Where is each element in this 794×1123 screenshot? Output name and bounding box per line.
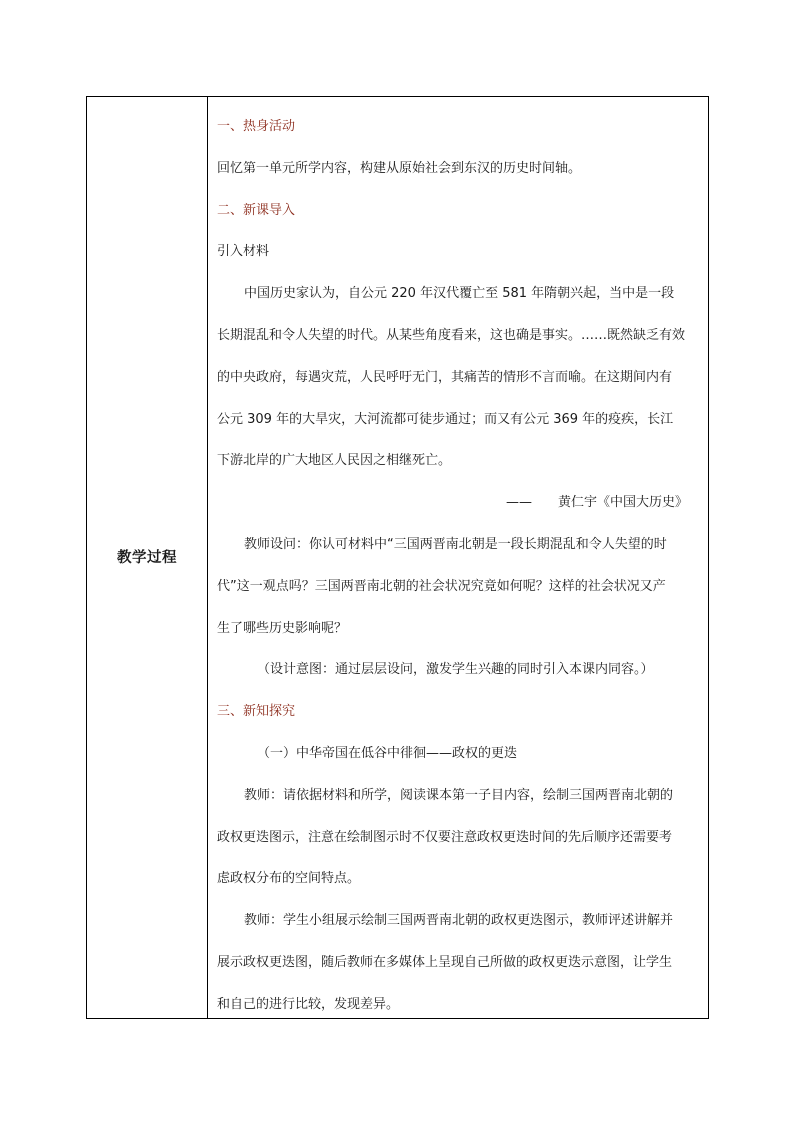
row-label-cell bbox=[87, 97, 208, 1018]
paragraph-line: 引入材料 bbox=[217, 244, 270, 260]
section-heading-warmup: 一、热身活动 bbox=[217, 119, 296, 134]
paragraph-line: 虑政权分布的空间特点。 bbox=[217, 871, 361, 887]
paragraph-line: 教师：学生小组展示绘制三国两晋南北朝的政权更迭图示，教师评述讲解并 bbox=[244, 913, 674, 929]
section-heading-explore: 三、新知探究 bbox=[217, 704, 296, 720]
section-heading-intro: 二、新课导入 bbox=[217, 202, 296, 218]
lesson-plan-table bbox=[86, 96, 709, 1019]
row-label: 教学过程 bbox=[117, 550, 177, 566]
paragraph-line: 回忆第一单元所学内容，构建从原始社会到东汉的历史时间轴。 bbox=[217, 160, 582, 176]
paragraph-line: 生了哪些历史影响呢？ bbox=[217, 620, 348, 636]
subsection-heading: （一）中华帝国在低谷中徘徊——政权的更迭 bbox=[257, 745, 518, 761]
quote-line: 下游北岸的广大地区人民因之相继死亡。 bbox=[217, 453, 452, 469]
quote-source bbox=[217, 482, 700, 524]
paragraph-line: 展示政权更迭图，随后教师在多媒体上呈现自己所做的政权更迭示意图，让学生 bbox=[217, 954, 673, 970]
paragraph-line: 教师设问：你认可材料中“三国两晋南北朝是一段长期混乱和令人失望的时 bbox=[244, 536, 667, 552]
paragraph-line: 教师：请依据材料和所学，阅读课本第一子目内容，绘制三国两晋南北朝的 bbox=[244, 787, 674, 803]
source-dash: —— bbox=[505, 495, 532, 511]
content-cell bbox=[208, 97, 708, 1018]
quote-line: 长期混乱和令人失望的时代。从某些角度看来，这也确是事实。……既然缺乏有效 bbox=[217, 327, 686, 343]
quote-line: 的中央政府，每遇灾荒，人民呼吁无门，其痛苦的情形不言而喻。在这期间内有 bbox=[217, 369, 673, 385]
paragraph-line: 政权更迭图示，注意在绘制图示时不仅要注意政权更迭时间的先后顺序还需要考 bbox=[217, 829, 673, 845]
paragraph-line: 和自己的进行比较，发现差异。 bbox=[217, 996, 400, 1012]
paragraph-line: 代”这一观点吗？三国两晋南北朝的社会状况究竟如何呢？这样的社会状况又产 bbox=[217, 578, 666, 594]
quote-line: 公元 309 年的大旱灾，大河流都可徒步通过；而又有公元 369 年的疫疾，长江 bbox=[217, 411, 674, 427]
design-intent-line: （设计意图：通过层层设问，激发学生兴趣的同时引入本课内同容。） bbox=[257, 662, 654, 678]
quote-line: 中国历史家认为，自公元 220 年汉代覆亡至 581 年隋朝兴起，当中是一段 bbox=[244, 286, 675, 302]
source-text: 黄仁宇《中国大历史》 bbox=[557, 495, 688, 511]
